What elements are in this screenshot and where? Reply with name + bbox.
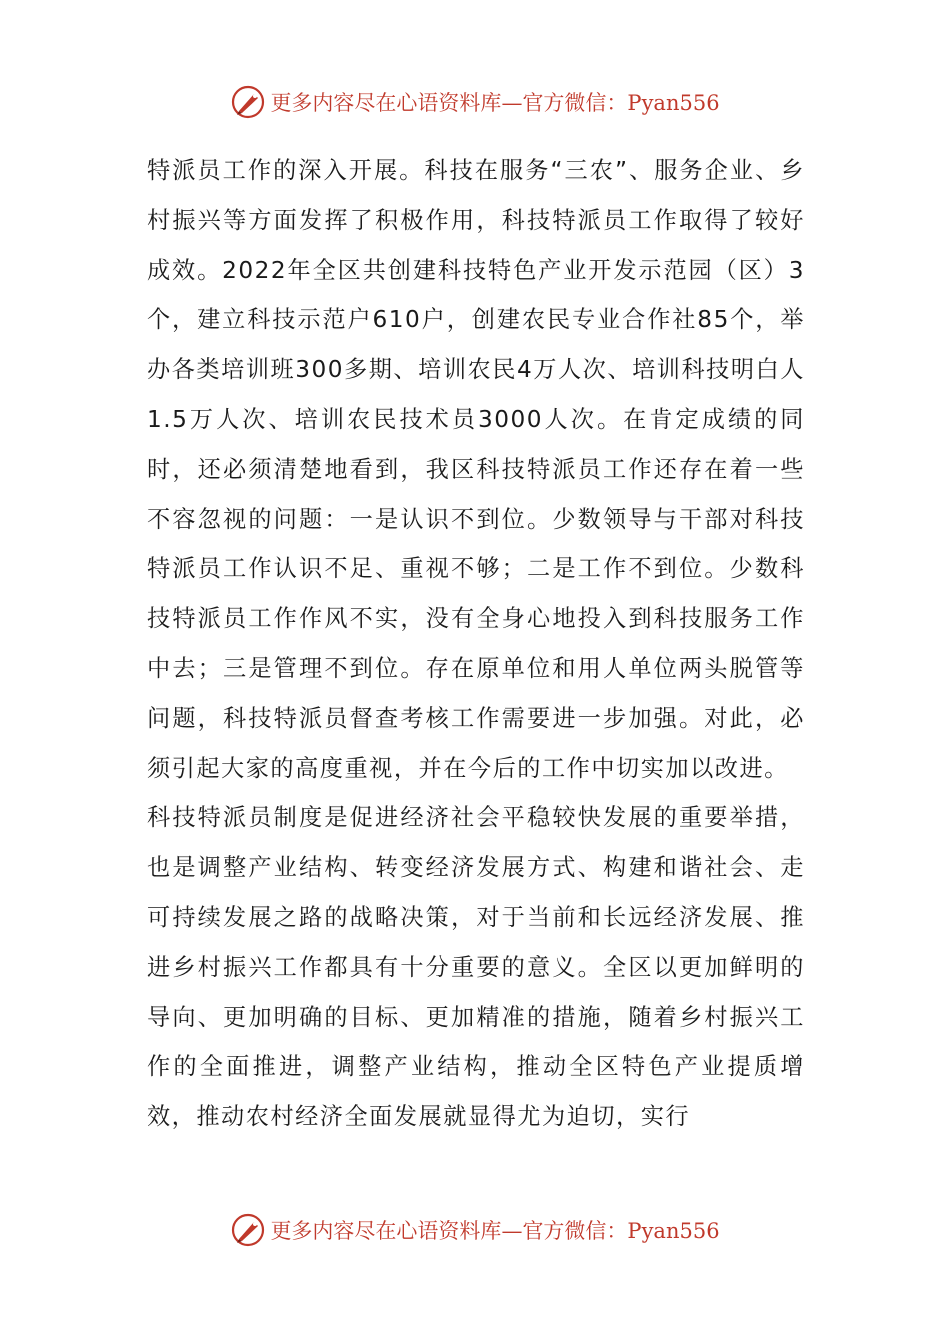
paragraph-2: 科技特派员制度是促进经济社会平稳较快发展的重要举措，也是调整产业结构、转变经济发展方式、构建和谐社会、走可持续发展之路的战略决策，对于当前和长远经济发展、推进乡村振兴工作都具有十分重要的意义。全区以更加鲜明的导向、更加明确的目标、更加精准的措施，随着乡村振兴工作的全面推进，调整产业结构，推动全区特色产业提质增效，推动农村经济全面发展就显得尤为迫切，实行	[147, 804, 805, 1131]
footer-dash: —	[501, 1219, 523, 1243]
pen-nib-logo-icon	[230, 1212, 266, 1248]
footer-banner-text	[270, 1215, 719, 1245]
header-banner	[0, 82, 950, 122]
document-body	[147, 146, 805, 1142]
paragraph-1: 特派员工作的深入开展。科技在服务“三农”、服务企业、乡村振兴等方面发挥了积极作用，科技特派员工作取得了较好成效。2022年全区共创建科技特色产业开发示范园（区）3个，建立科技示范户610户，创建农民专业合作社85个，举办各类培训班300多期、培训农民4万人次、培训科技明白人1.5万人次、培训农民技术员3000人次。在肯定成绩的同时，还必须清楚地看到，我区科技特派员工作还存在着一些不容忽视的问题：一是认识不到位。少数领导与干部对科技特派员工作认识不足、重视不够；二是工作不到位。少数科技特派员工作作风不实，没有全身心地投入到科技服务工作中去；三是管理不到位。存在原单位和用人单位两头脱管等问题，科技特派员督查考核工作需要进一步加强。对此，必须引起大家的高度重视，并在今后的工作中切实加以改进。	[147, 157, 805, 782]
header-wechat: 官方微信：Pyan556	[522, 91, 720, 115]
header-site-name: 更多内容尽在心语资料库	[270, 91, 502, 115]
pen-nib-logo-icon	[230, 84, 266, 120]
footer-wechat: 官方微信：Pyan556	[522, 1219, 720, 1243]
footer-banner	[0, 1210, 950, 1250]
header-banner-text	[270, 87, 719, 117]
footer-site-name: 更多内容尽在心语资料库	[270, 1219, 502, 1243]
header-dash: —	[501, 91, 523, 115]
